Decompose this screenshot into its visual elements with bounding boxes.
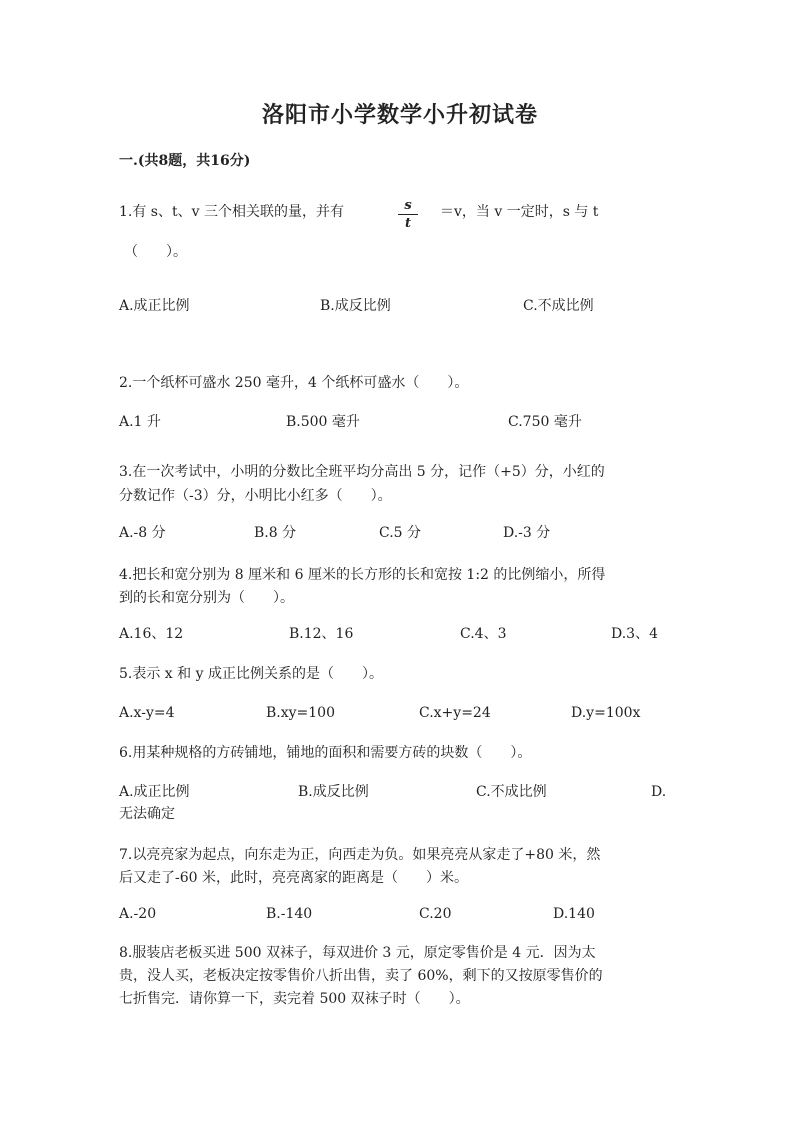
question-6: 6.用某种规格的方砖铺地，铺地的面积和需要方砖的块数（ ）。: [119, 745, 532, 761]
q5-option-a[interactable]: A.x-y=4: [119, 705, 175, 721]
question-3-line-2: 分数记作（-3）分，小明比小红多（ ）。: [119, 488, 392, 504]
q3-option-d[interactable]: D.-3 分: [503, 525, 551, 541]
q7-option-d[interactable]: D.140: [553, 906, 595, 922]
question-8-line-2: 贵，没人买，老板决定按零售价八折出售，卖了 60%，剩下的又按原零售价的: [119, 968, 603, 984]
question-5: 5.表示 x 和 y 成正比例关系的是（ ）。: [119, 666, 383, 682]
q2-option-b[interactable]: B.500 毫升: [286, 414, 360, 430]
fraction-s-over-t: [398, 198, 418, 231]
question-2: 2.一个纸杯可盛水 250 毫升，4 个纸杯可盛水（ ）。: [119, 375, 469, 391]
question-3-line-1: 3.在一次考试中，小明的分数比全班平均分高出 5 分，记作（+5）分，小红的: [119, 464, 605, 480]
q6-option-d-text[interactable]: 无法确定: [119, 806, 175, 822]
q5-option-d[interactable]: D.y=100x: [571, 705, 641, 721]
q1-option-a[interactable]: A.成正比例: [119, 298, 190, 314]
q6-option-b[interactable]: B.成反比例: [298, 784, 369, 800]
question-1-text-after: ＝v，当 v 一定时，s 与 t: [440, 204, 599, 220]
fraction-numerator: s: [404, 198, 412, 213]
question-8-line-3: 七折售完．请你算一下，卖完着 500 双袜子时（ ）。: [119, 991, 470, 1007]
q7-option-b[interactable]: B.-140: [266, 906, 313, 922]
question-8-line-1: 8.服装店老板买进 500 双袜子，每双进价 3 元，原定零售价是 4 元．因为太: [119, 945, 596, 961]
q6-option-d[interactable]: D.: [651, 784, 667, 800]
q4-option-d[interactable]: D.3、4: [611, 626, 658, 642]
q4-option-a[interactable]: A.16、12: [119, 626, 184, 642]
q3-option-c[interactable]: C.5 分: [379, 525, 422, 541]
q5-option-c[interactable]: C.x+y=24: [419, 705, 491, 721]
question-4-line-2: 到的长和宽分别为（ ）。: [119, 590, 294, 606]
q4-option-c[interactable]: C.4、3: [460, 626, 507, 642]
section-heading: 一.(共8题，共16分): [119, 153, 251, 169]
fraction-bar: [398, 214, 418, 215]
q7-option-c[interactable]: C.20: [419, 906, 452, 922]
q3-option-a[interactable]: A.-8 分: [119, 525, 166, 541]
page-title: 洛阳市小学数学小升初试卷: [261, 102, 538, 128]
fraction-denominator: t: [404, 216, 411, 231]
q2-option-c[interactable]: C.750 毫升: [508, 414, 582, 430]
question-1-line-2: （ ）。: [124, 244, 187, 260]
q1-option-c[interactable]: C.不成比例: [523, 298, 594, 314]
question-4-line-1: 4.把长和宽分别为 8 厘米和 6 厘米的长方形的长和宽按 1:2 的比例缩小，所得: [119, 567, 606, 583]
q7-option-a[interactable]: A.-20: [119, 906, 157, 922]
q6-option-a[interactable]: A.成正比例: [119, 784, 190, 800]
question-7-line-2: 后又走了-60 米，此时，亮亮离家的距离是（ ）米。: [119, 870, 468, 886]
question-7-line-1: 7.以亮亮家为起点，向东走为正，向西走为负。如果亮亮从家走了+80 米，然: [119, 847, 601, 863]
q3-option-b[interactable]: B.8 分: [254, 525, 297, 541]
q4-option-b[interactable]: B.12、16: [289, 626, 354, 642]
q2-option-a[interactable]: A.1 升: [119, 414, 161, 430]
q1-option-b[interactable]: B.成反比例: [320, 298, 391, 314]
q6-option-c[interactable]: C.不成比例: [476, 784, 547, 800]
question-1-text-before: 1.有 s、t、v 三个相关联的量，并有: [119, 204, 344, 220]
q5-option-b[interactable]: B.xy=100: [266, 705, 335, 721]
